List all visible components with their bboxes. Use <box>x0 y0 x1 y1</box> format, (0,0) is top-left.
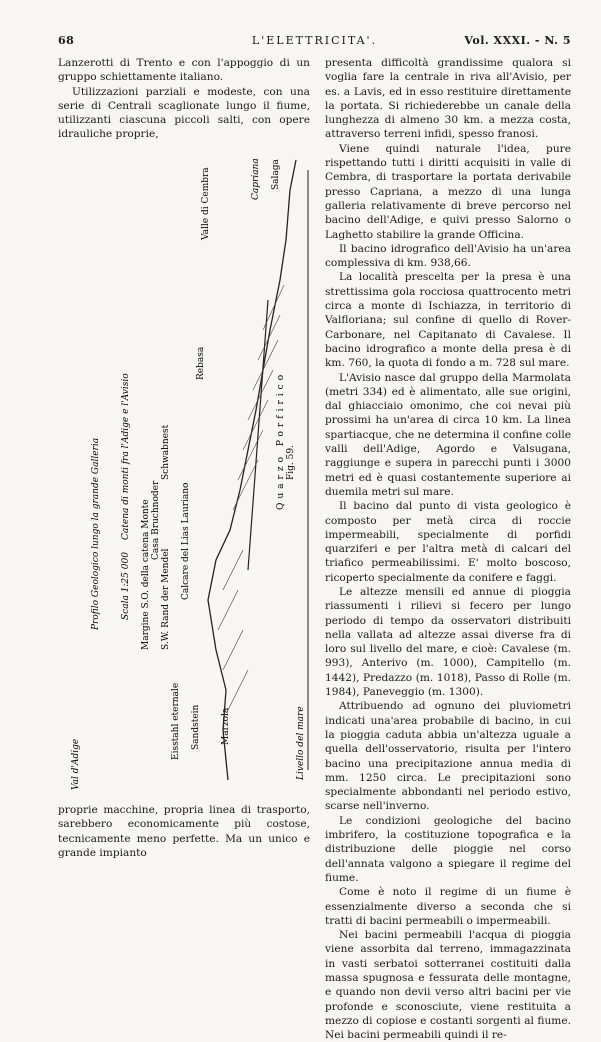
label-valle-cembra: Valle di Cembra <box>201 167 211 240</box>
volume-info: Vol. XXXI. - N. 5 <box>464 34 571 47</box>
paragraph: Nei bacini permeabili l'acqua di pioggia viene assorbita dal terreno, immagazzinata in vasti serbatoi sotterranei costituiti dalla massa spugnosa e fessurata delle montagne, e quando non devii verso altri bacini per vie profonde e sconosciute, viene restituita a mezzo di copiose e costanti sorgenti al fiume. Nei bacini permeabili quindi il re- <box>325 929 571 1042</box>
paragraph: Il bacino dal punto di vista geologico è composto per metà circa di roccie impermeabili, specialmente di porfidi quarziferi e per l'altra metà di calcari del triafico permeabilissimi. E' molto boscoso, ricoperto specialmente da conifere e faggi. <box>325 500 571 584</box>
label-sandstein: Sandstein <box>191 704 201 750</box>
paragraph: L'Avisio nasce dal gruppo della Marmolata (metri 334) ed è alimentato, alle sue origini, dal ghiacciaio omonimo, che coi nevai più prossimi ha un'area di circa 10 km. La linea spartiacque, che ne determina il confine colle valli dell'Adige, Agordo e Valsugana, raggiunge e supera in parecchi punti i 3000 metri ed è quasi costantemente superiore ai duemila metri sul mare. <box>325 371 571 498</box>
label-margine: Margine S.O. della catena Monte <box>141 499 151 650</box>
figure-subtitle: Catena di monti fra l'Adige e l'Avisio <box>121 373 131 540</box>
paragraph: Le condizioni geologiche del bacino imbrifero, la costituzione topografica e la distribuzione delle pioggie nel corso dell'annata valgono a spiegare il regime del fiume. <box>325 814 571 884</box>
right-column <box>325 56 571 1042</box>
sea-level-label: Livello del mare <box>296 706 306 780</box>
label-rebasa: Rebasa <box>196 346 206 380</box>
journal-title: L'ELETTRICITA'. <box>251 34 378 47</box>
page-number: 68 <box>58 34 75 47</box>
label-sw-rand: S.W. Rand der Mendel <box>161 548 171 650</box>
label-capriana: Capriana <box>251 158 261 200</box>
paragraph: Il bacino idrografico dell'Avisio ha un'area complessiva di km. 938,66. <box>325 242 571 270</box>
figure-title: Profilo Geologico lungo la grande Galleria <box>91 437 101 630</box>
paragraph: Le altezze mensili ed annue di pioggia riassumenti i rilievi si fecero per lungo periodo di tempo da osservatori distribuiti nella vallata ad altezze assai diverse fra di loro sul livello del mare, e cioè: Cavalese (m. 993), Anterivo (m. 1000), Campitello (m. 1442), Predazzo (m. 1018), Passo di Rolle (m. 1984), Paneveggio (m. 1300). <box>325 585 571 699</box>
figure-caption: Fig. 59. <box>286 445 296 480</box>
paragraph: Viene quindi naturale l'idea, pure rispettando tutti i diritti acquisiti in valle di Cembra, di trasportare la portata derivabile presso Capriana, a mezzo di una lunga galleria relativamente di breve percorso nel bacino dell'Adige, e quivi presso Salorno o Laghetto stabilire la grande Officina. <box>325 142 571 241</box>
label-marzola: Marzola <box>221 707 231 745</box>
paragraph: Lanzerotti di Trento e con l'appoggio di un gruppo schiettamente italiano. <box>58 57 310 84</box>
paragraph: presenta difficoltà grandissime qualora si voglia fare la centrale in riva all'Avisio, per es. a Lavis, ed in esso restituire direttamente la portata. Si richiederebbe un canale della lunghezza di almeno 30 km. a mezza costa, attraverso terreni infidi, spesso franosi. <box>325 57 571 141</box>
strata-hatching <box>218 285 284 710</box>
label-casa-bruchnoder: Casa Bruchnoder <box>151 480 161 560</box>
paragraph: Come è noto il regime di un fiume è essenzialmente diverso a seconda che si tratti di bacini permeabili o impermeabili. <box>325 886 571 927</box>
page-header <box>58 34 571 52</box>
paragraph: Attribuendo ad ognuno dei pluviometri indicati una'area probabile di bacino, in cui la pioggia caduta abbia un'altezza uguale a quella dell'osservatorio, risulta per l'intero bacino una precipitazione annua media di mm. 1250 circa. Le precipitazioni sono specialmente abbondanti nel periodo estivo, scarse nell'inverno. <box>325 700 571 813</box>
left-column-bottom <box>58 803 310 860</box>
label-salaga: Salaga <box>271 159 281 190</box>
porphyry-label: Quarzo Porfirico <box>276 370 286 510</box>
label-schwabnest: Schwabnest <box>161 424 171 480</box>
label-calcare-lias: Calcare del Lias Lauriano <box>181 482 191 600</box>
paragraph: proprie macchine, propria linea di trasporto, sarebbero economicamente più costose, tecnicamente meno perfette. Ma un unico e grande impianto <box>58 804 310 859</box>
label-eisstahl: Eisstahl eternale <box>171 682 181 760</box>
figure-scale: Scala 1:25 000 <box>121 552 131 620</box>
paragraph: La località prescelta per la presa è una strettissima gola rocciosa quattrocento metri circa a monte di Ischiazza, in territorio di Valfloriana; sul confine di quello di Rover-Carbonare, nel Capitanato di Cavalese. Il bacino idrografico a monte della presa è di km. 760, la quota di fondo a m. 728 sul mare. <box>325 271 571 370</box>
label-val-adige: Val d'Adige <box>71 738 81 790</box>
geologic-profile-figure <box>58 130 313 800</box>
paragraph: Utilizzazioni parziali e modeste, con una serie di Centrali scaglionate lungo il fiume, utilizzanti ciascuna piccoli salti, con opere idrauliche proprie, <box>58 85 310 141</box>
left-column <box>58 56 310 142</box>
